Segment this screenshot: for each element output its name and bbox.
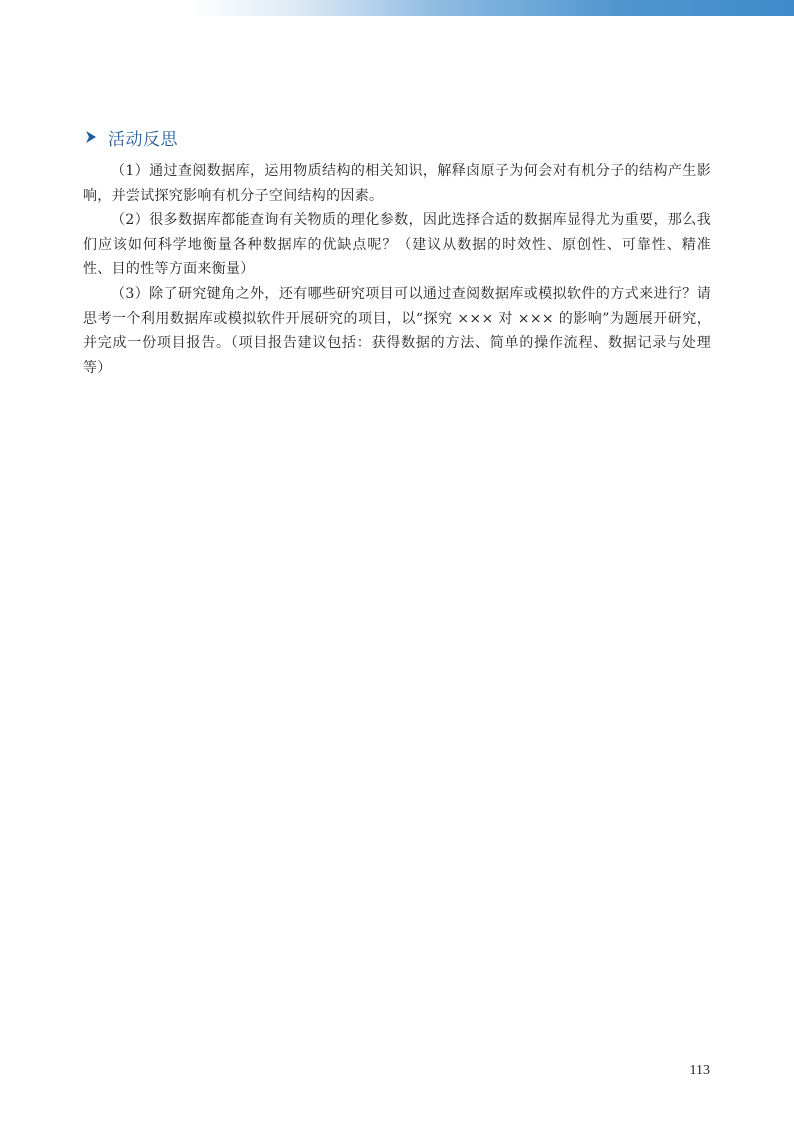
page-number: 113 <box>689 1063 710 1078</box>
arrow-right-icon <box>84 130 98 144</box>
paragraph-3: （3）除了研究键角之外，还有哪些研究项目可以通过查阅数据库或模拟软件的方式来进行？请思考一个利用数据库或模拟软件开展研究的项目，以“探究 ××× 对 ××× 的影响”为题展开研究，并完成一份项目报告。（项目报告建议包括：获得数据的方法、简单的操作流程、数据记录与处理等） <box>83 285 711 376</box>
section-title: 活动反思 <box>108 129 178 150</box>
section-heading <box>84 124 178 150</box>
header-gradient-band <box>0 0 794 16</box>
paragraph-1: （1）通过查阅数据库，运用物质结构的相关知识，解释卤原子为何会对有机分子的结构产生影响，并尝试探究影响有机分子空间结构的因素。 <box>83 163 711 204</box>
paragraph-2: （2）很多数据库都能查询有关物质的理化参数，因此选择合适的数据库显得尤为重要，那么我们应该如何科学地衡量各种数据库的优缺点呢？（建议从数据的时效性、原创性、可靠性、精准性、目的性等方面来衡量） <box>83 212 711 278</box>
reflection-content <box>83 159 711 380</box>
